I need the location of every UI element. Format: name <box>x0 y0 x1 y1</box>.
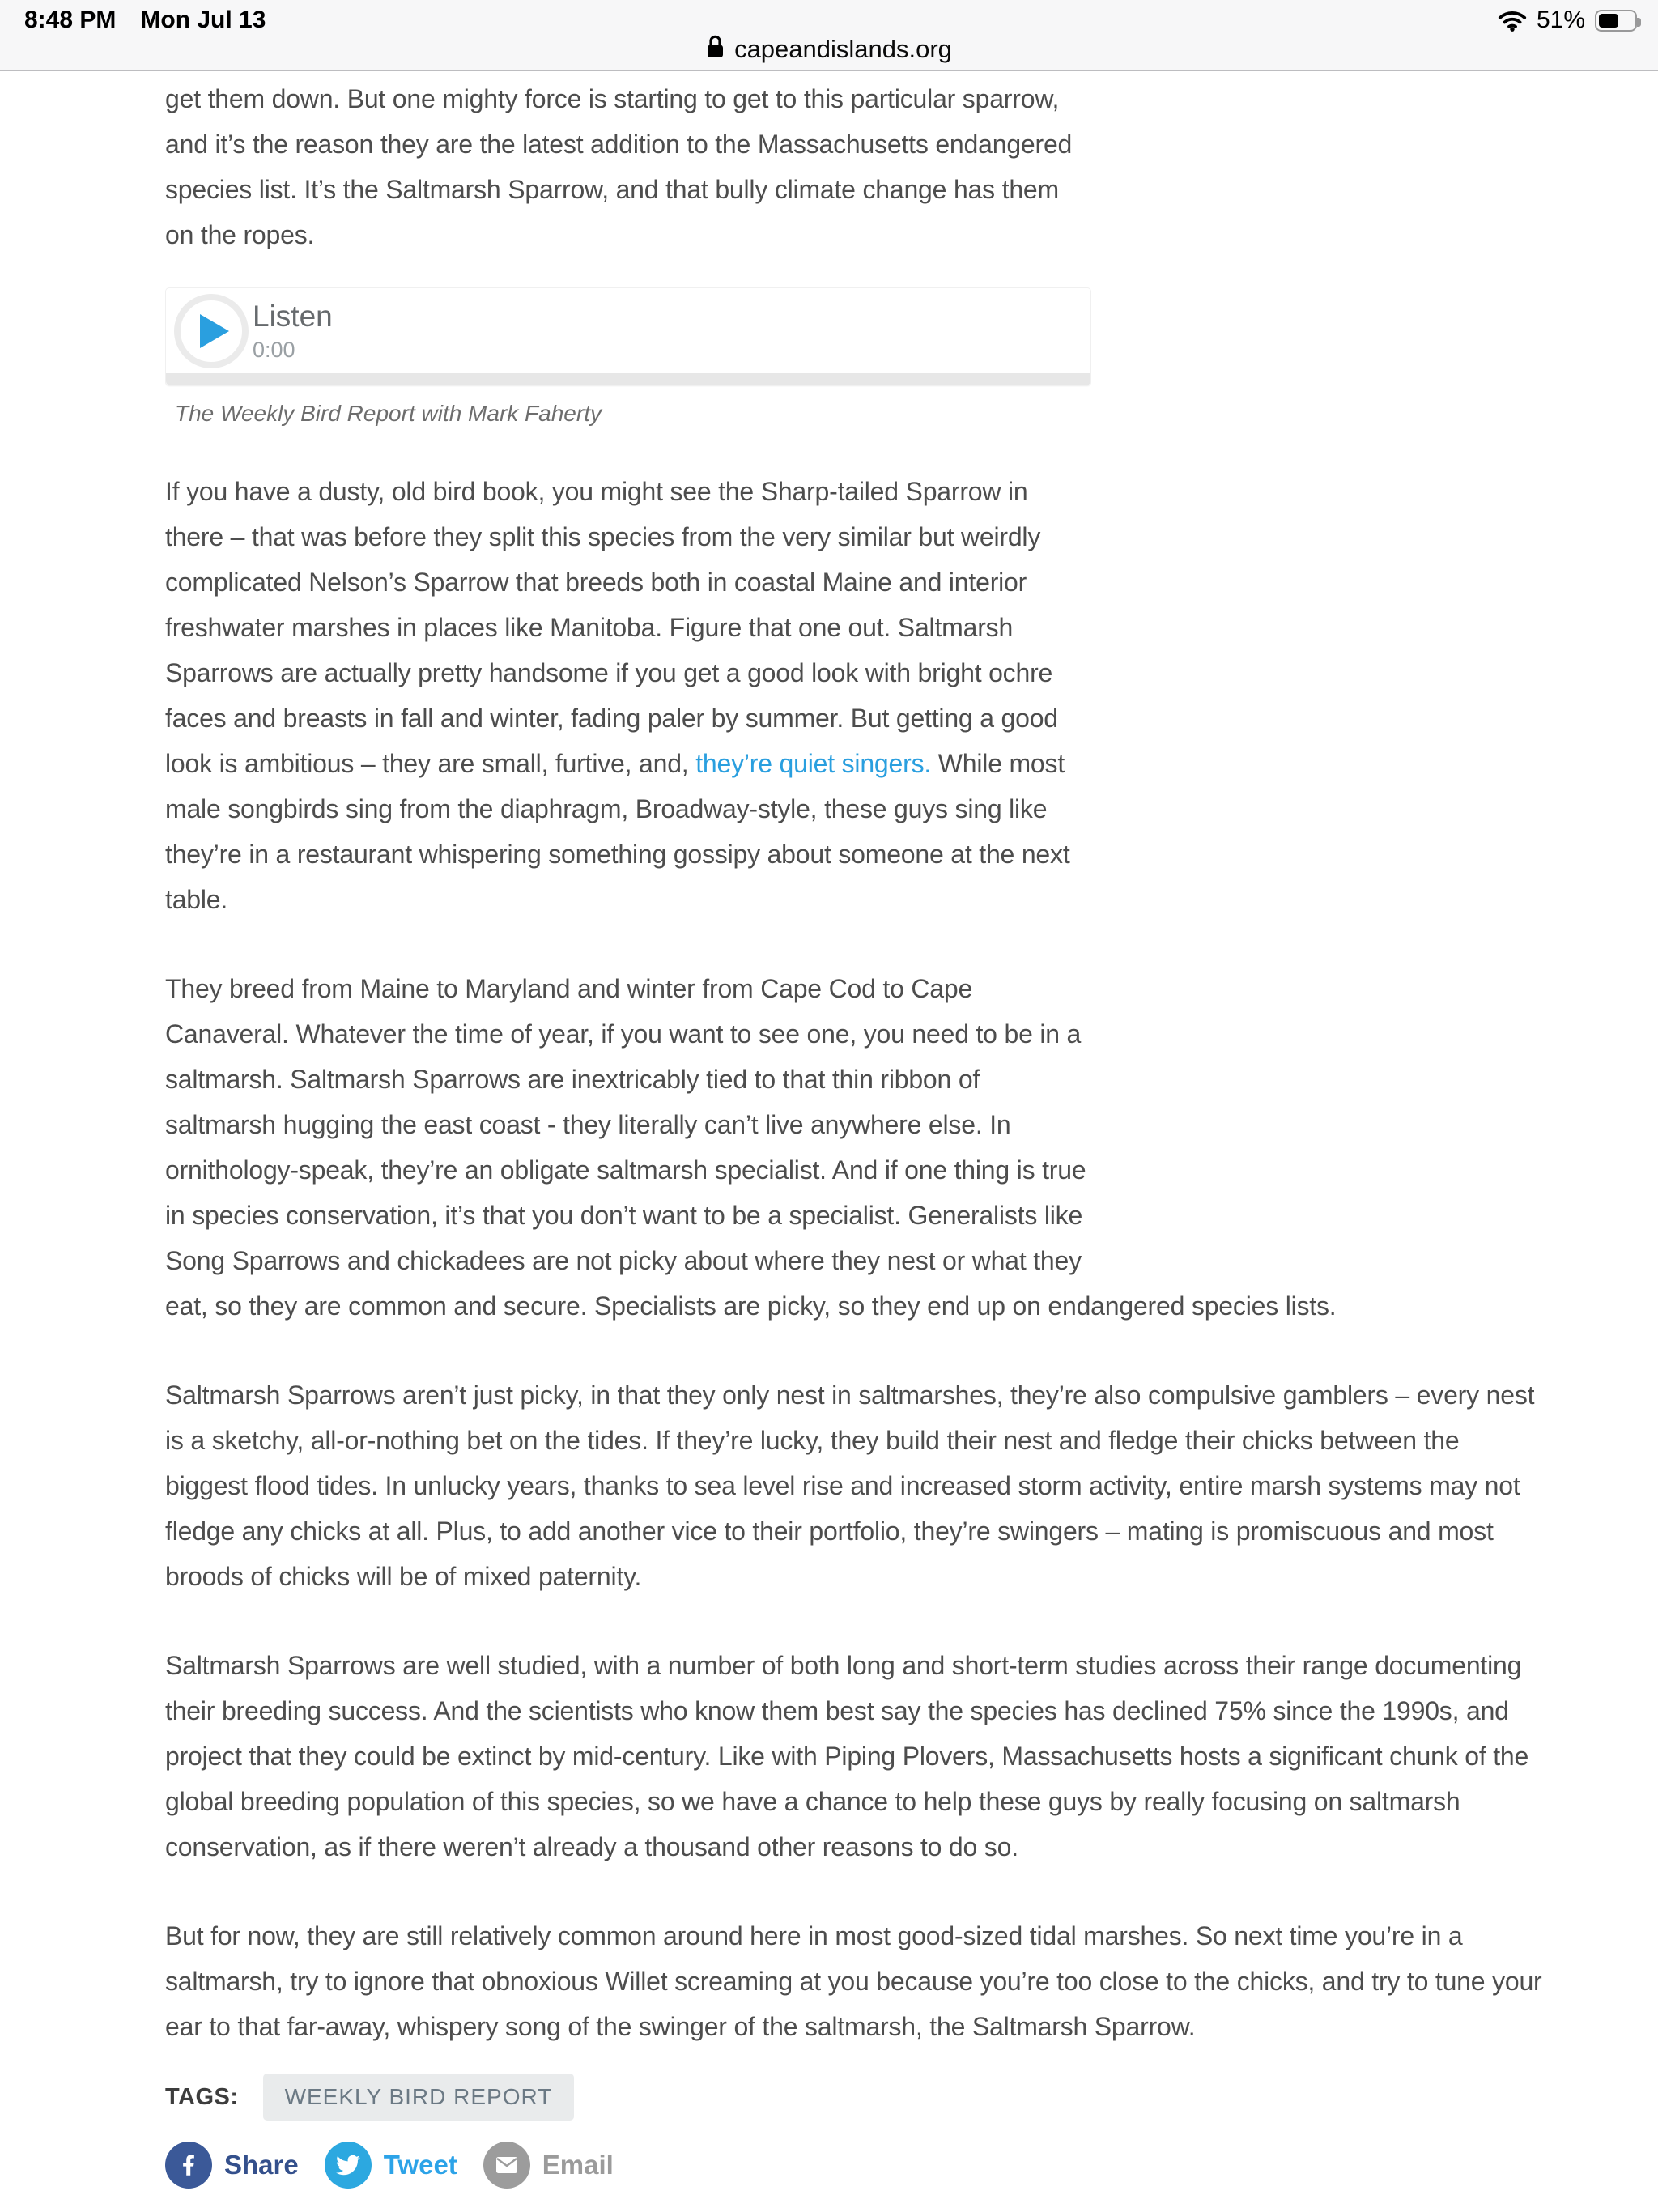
wifi-icon <box>1498 10 1527 32</box>
facebook-share-button[interactable] <box>165 2142 299 2189</box>
share-section <box>165 2142 1545 2189</box>
browser-chrome <box>0 0 1658 71</box>
audio-caption: The Weekly Bird Report with Mark Faherty <box>175 401 602 426</box>
quiet-singers-link[interactable]: they’re quiet singers. <box>695 749 932 778</box>
email-share-button[interactable] <box>483 2142 614 2189</box>
twitter-tweet-label: Tweet <box>383 2150 457 2180</box>
status-time: 8:48 PM <box>24 6 117 33</box>
article-paragraph: They breed from Maine to Maryland and winter from Cape Cod to Cape Canaveral. Whatever the time of year, if you want to see one, you need to be in a saltmarsh. Saltmarsh Sparrows are inextricably tied to that thin ribbon of saltmarsh hugging the east coast - they literally can’t live anywhere else. In ornithology-speak, they’re an obligate saltmarsh specialist. And if one thing is true in species conservation, it’s that you don’t want to be a specialist. Generalists like Song Sparrows and chickadees are not picky about where they nest or what they eat, so they are common and secure. Specialists are picky, so they end up on endangered species lists. <box>165 974 1337 1321</box>
player-elapsed-time: 0:00 <box>253 338 295 362</box>
article-paragraph: Saltmarsh Sparrows are well studied, with a number of both long and short-term studies across their range documenting their breeding success. And the scientists who know them best say the species has declined 75% since the 1990s, and project that they could be extinct by mid-century. Like with Piping Plovers, Massachusetts hosts a significant chunk of the global breeding population of this species, so we have a chance to help these guys by really focusing on saltmarsh conservation, as if there weren’t already a thousand other reasons to do so. <box>165 1651 1529 1861</box>
audio-player <box>165 287 1091 386</box>
tag-weekly-bird-report[interactable]: WEEKLY BIRD REPORT <box>263 2074 575 2121</box>
article-paragraph: get them down. But one mighty force is starting to get to this particular sparrow, and it’s the reason they are the latest addition to the Massachusetts endangered species list. It’s the Saltmarsh Sparrow, and that bully climate change has them on the ropes. <box>165 84 1073 249</box>
lock-icon <box>706 34 725 66</box>
player-meta <box>253 299 333 364</box>
facebook-icon <box>165 2142 212 2189</box>
url-bar[interactable] <box>0 29 1658 70</box>
email-share-label: Email <box>542 2150 614 2180</box>
url-domain: capeandislands.org <box>734 35 952 63</box>
paragraph-text: While most male songbirds sing from the diaphragm, Broadway-style, these guys sing like they’re in a restaurant whispering something gossipy about someone at the next table. <box>165 749 1070 914</box>
article-body <box>0 71 1658 2189</box>
facebook-share-label: Share <box>224 2150 299 2180</box>
player-progress-track[interactable] <box>166 373 1090 385</box>
right-whitespace <box>1092 76 1545 1242</box>
twitter-icon <box>325 2142 372 2189</box>
article-paragraph: But for now, they are still relatively common around here in most good-sized tidal marshes. So next time you’re in a saltmarsh, try to ignore that obnoxious Willet screaming at you because you’re too close to the chicks, and try to tune your ear to that far-away, whispery song of the swinger of the saltmarsh, the Saltmarsh Sparrow. <box>165 1921 1542 2041</box>
paragraph-text: If you have a dusty, old bird book, you might see the Sharp-tailed Sparrow in there – that was before they split this species from the very similar but weirdly complicated Nelson’s Sparrow that breeds both in coastal Maine and interior freshwater marshes in places like Manitoba. Figure that one out. Saltmarsh Sparrows are actually pretty handsome if you get a good look with bright ochre faces and breasts in fall and winter, fading paler by summer. But getting a good look is ambitious – they are small, furtive, and, <box>165 477 1058 778</box>
twitter-tweet-button[interactable] <box>325 2142 457 2189</box>
battery-percent: 51% <box>1536 6 1585 33</box>
battery-icon <box>1595 10 1637 32</box>
play-button[interactable] <box>174 294 249 368</box>
tags-label: TAGS: <box>165 2083 239 2110</box>
tags-section <box>165 2074 1545 2121</box>
status-date: Mon Jul 13 <box>140 6 266 33</box>
play-icon <box>198 313 231 350</box>
email-icon <box>483 2142 530 2189</box>
player-listen-label: Listen <box>253 300 333 333</box>
article-paragraph: Saltmarsh Sparrows aren’t just picky, in that they only nest in saltmarshes, they’re also compulsive gamblers – every nest is a sketchy, all-or-nothing bet on the tides. If they’re lucky, they build their nest and fledge their chicks between the biggest flood tides. In unlucky years, thanks to sea level rise and increased storm activity, entire marsh systems may not fledge any chicks at all. Plus, to add another vice to their portfolio, they’re swingers – mating is promiscuous and most broods of chicks will be of mixed paternity. <box>165 1380 1535 1591</box>
